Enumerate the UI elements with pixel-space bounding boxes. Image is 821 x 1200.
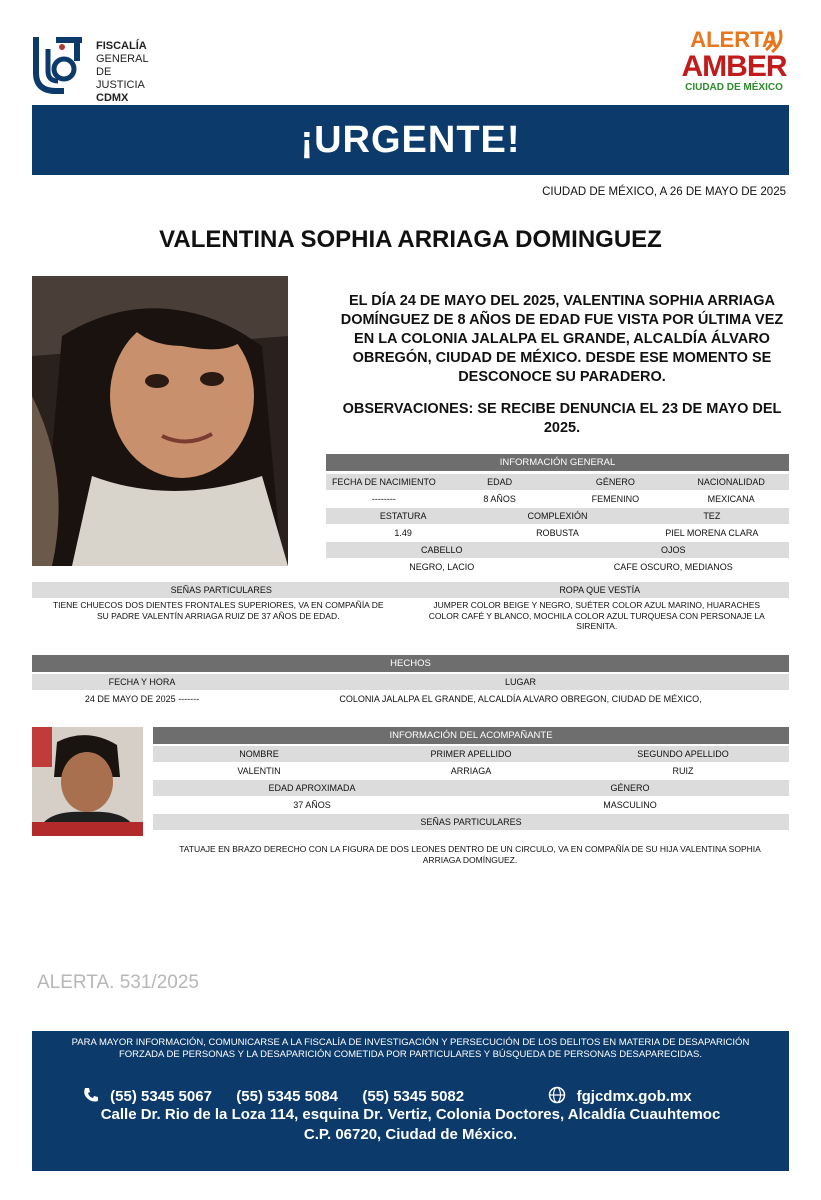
child-portrait [32, 276, 288, 566]
label-height: ESTATURA [379, 511, 427, 521]
logo-line4: CDMX [96, 92, 129, 104]
label-build: COMPLEXIÓN [527, 511, 588, 521]
facts-labels [32, 674, 789, 690]
general-info-table [326, 454, 789, 576]
footer-info-text: PARA MAYOR INFORMACIÓN, COMUNICARSE A LA FISCALÍA DE INVESTIGACIÓN Y PERSECUCIÓN DE LOS DELITOS EN MATERIA DE DESAPARICIÓN FORZADA DE PERSONAS Y LA DESAPARICIÓN COMETIDA POR PARTICULARES Y BÚSQUEDA DE PERSONAS DESAPARECIDAS. [71, 1037, 750, 1060]
amber-line2: AMBER [681, 50, 787, 83]
value-birthdate: -------- [371, 494, 396, 504]
value-nationality: MEXICANA [707, 494, 755, 504]
companion-labels-2 [153, 780, 789, 796]
case-description: EL DÍA 24 DE MAYO DEL 2025, VALENTINA SOPHIA ARRIAGA DOMÍNGUEZ DE 8 AÑOS DE EDAD FUE VISTA POR ÚLTIMA VEZ EN LA COLONIA JALALPA EL GRANDE, ALCALDÍA ÁLVARO OBREGÓN, CIUDAD DE MÉXICO. DESDE ESE MOMENTO SE DESCONOCE SU PARADERO. [340, 293, 784, 385]
companion-features-text: TATUAJE EN BRAZO DERECHO CON LA FIGURA DE DOS LEONES DENTRO DE UN CIRCULO, VA EN COMPAÑÍA DE SU HIJA VALENTINA SOPHIA ARRIAGA DOMÍNGUEZ. [179, 844, 761, 865]
companion-info-table [153, 727, 789, 830]
logo-line3: DE JUSTICIA [96, 66, 145, 91]
label-companion-surname2: SEGUNDO APELLIDO [637, 749, 729, 759]
label-complexion: TEZ [703, 511, 721, 521]
urgent-banner: ¡URGENTE! [32, 105, 789, 175]
companion-portrait [32, 727, 143, 836]
website-link[interactable]: fgjcdmx.gob.mx [576, 1088, 692, 1105]
missing-person-photo [32, 276, 288, 566]
general-info-labels-3 [326, 542, 789, 558]
label-place: LUGAR [504, 677, 536, 687]
footer-phones [82, 1086, 692, 1105]
value-eyes: CAFE OSCURO, MEDIANOS [613, 562, 733, 572]
amber-line3: CIUDAD DE MÉXICO [685, 82, 783, 93]
address-line1: Calle Dr. Rio de la Loza 114, esquina Dr. Vertiz, Colonia Doctores, Alcaldía Cuauhtemoc [100, 1106, 721, 1123]
facts-section [32, 655, 789, 708]
label-gender: GÉNERO [595, 477, 635, 487]
date-line: CIUDAD DE MÉXICO, A 26 DE MAYO DE 2025 [542, 186, 786, 198]
footer-address [32, 1105, 789, 1145]
companion-values-1 [153, 762, 789, 780]
value-companion-gender: MASCULINO [603, 800, 657, 810]
fgj-logo [32, 33, 162, 104]
phone-3[interactable]: (55) 5345 5082 [362, 1088, 465, 1105]
value-place: COLONIA JALALPA EL GRANDE, ALCALDÍA ALVARO OBREGON, CIUDAD DE MÉXICO, [339, 694, 702, 704]
label-hair: CABELLO [420, 545, 463, 555]
value-datetime: 24 DE MAYO DE 2025 ------- [84, 694, 200, 704]
label-eyes: OJOS [660, 545, 686, 555]
value-complexion: PIEL MORENA CLARA [665, 528, 759, 538]
phone-2[interactable]: (55) 5345 5084 [236, 1088, 339, 1105]
features-clothing-headers [32, 582, 789, 598]
features-header: SEÑAS PARTICULARES [170, 585, 272, 595]
logo-line1: FISCALÍA [96, 40, 147, 52]
value-build: ROBUSTA [536, 528, 579, 538]
missing-person-name: VALENTINA SOPHIA ARRIAGA DOMINGUEZ [159, 226, 662, 253]
general-info-labels-2 [326, 508, 789, 524]
companion-header: INFORMACIÓN DEL ACOMPAÑANTE [153, 727, 789, 744]
signal-waves-icon [762, 28, 792, 54]
value-height: 1.49 [394, 528, 412, 538]
label-birthdate: FECHA DE NACIMIENTO [331, 477, 436, 487]
label-companion-age: EDAD APROXIMADA [268, 783, 356, 793]
alert-number: ALERTA. 531/2025 [37, 972, 199, 993]
general-info-values-3 [326, 558, 789, 576]
label-companion-name: NOMBRE [239, 749, 279, 759]
label-age: EDAD [487, 477, 513, 487]
phone-1[interactable]: (55) 5345 5067 [110, 1088, 212, 1105]
general-info-labels-1 [326, 474, 789, 490]
label-nationality: NACIONALIDAD [697, 477, 765, 487]
value-hair: NEGRO, LACIO [409, 562, 475, 572]
label-companion-surname1: PRIMER APELLIDO [430, 749, 512, 759]
facts-header: HECHOS [32, 655, 789, 672]
label-companion-gender: GÉNERO [610, 783, 650, 793]
address-line2: C.P. 06720, Ciudad de México. [303, 1126, 518, 1143]
globe-icon [548, 1086, 566, 1104]
general-info-values-1 [326, 490, 789, 508]
amber-line1: ALERTA [690, 27, 778, 52]
general-info-values-2 [326, 524, 789, 542]
companion-photo [32, 727, 143, 836]
companion-features-header [153, 814, 789, 830]
alerta-amber-logo [678, 28, 790, 100]
general-info-header: INFORMACIÓN GENERAL [326, 454, 789, 471]
companion-labels-1 [153, 746, 789, 762]
companion-values-2 [153, 796, 789, 814]
fgj-logo-icon [32, 33, 88, 95]
facts-values [32, 690, 789, 708]
phone-icon [82, 1086, 100, 1104]
clothing-text: JUMPER COLOR BEIGE Y NEGRO, SUÉTER COLOR AZUL MARINO, HUARACHES COLOR CAFÉ Y BLANCO, MOCHILA COLOR AZUL TURQUESA CON PERSONAJE LA SIRENITA. [428, 600, 765, 631]
label-datetime: FECHA Y HORA [108, 677, 176, 687]
value-age: 8 AÑOS [483, 494, 516, 504]
features-clothing-section [32, 582, 789, 632]
value-companion-surname2: RUIZ [672, 766, 694, 776]
label-companion-features: SEÑAS PARTICULARES [420, 817, 522, 827]
features-text: TIENE CHUECOS DOS DIENTES FRONTALES SUPERIORES, VA EN COMPAÑÍA DE SU PADRE VALENTÍN ARRIAGA RUIZ DE 37 AÑOS DE EDAD. [52, 600, 384, 621]
clothing-header: ROPA QUE VESTÍA [559, 585, 641, 595]
observations: OBSERVACIONES: SE RECIBE DENUNCIA EL 23 DE MAYO DEL 2025. [342, 401, 782, 436]
value-companion-age: 37 AÑOS [293, 800, 331, 810]
value-gender: FEMENINO [591, 494, 640, 504]
contact-footer [32, 1031, 789, 1171]
value-companion-surname1: ARRIAGA [450, 766, 492, 776]
logo-line2: GENERAL [96, 53, 149, 65]
value-companion-name: VALENTIN [237, 766, 281, 776]
